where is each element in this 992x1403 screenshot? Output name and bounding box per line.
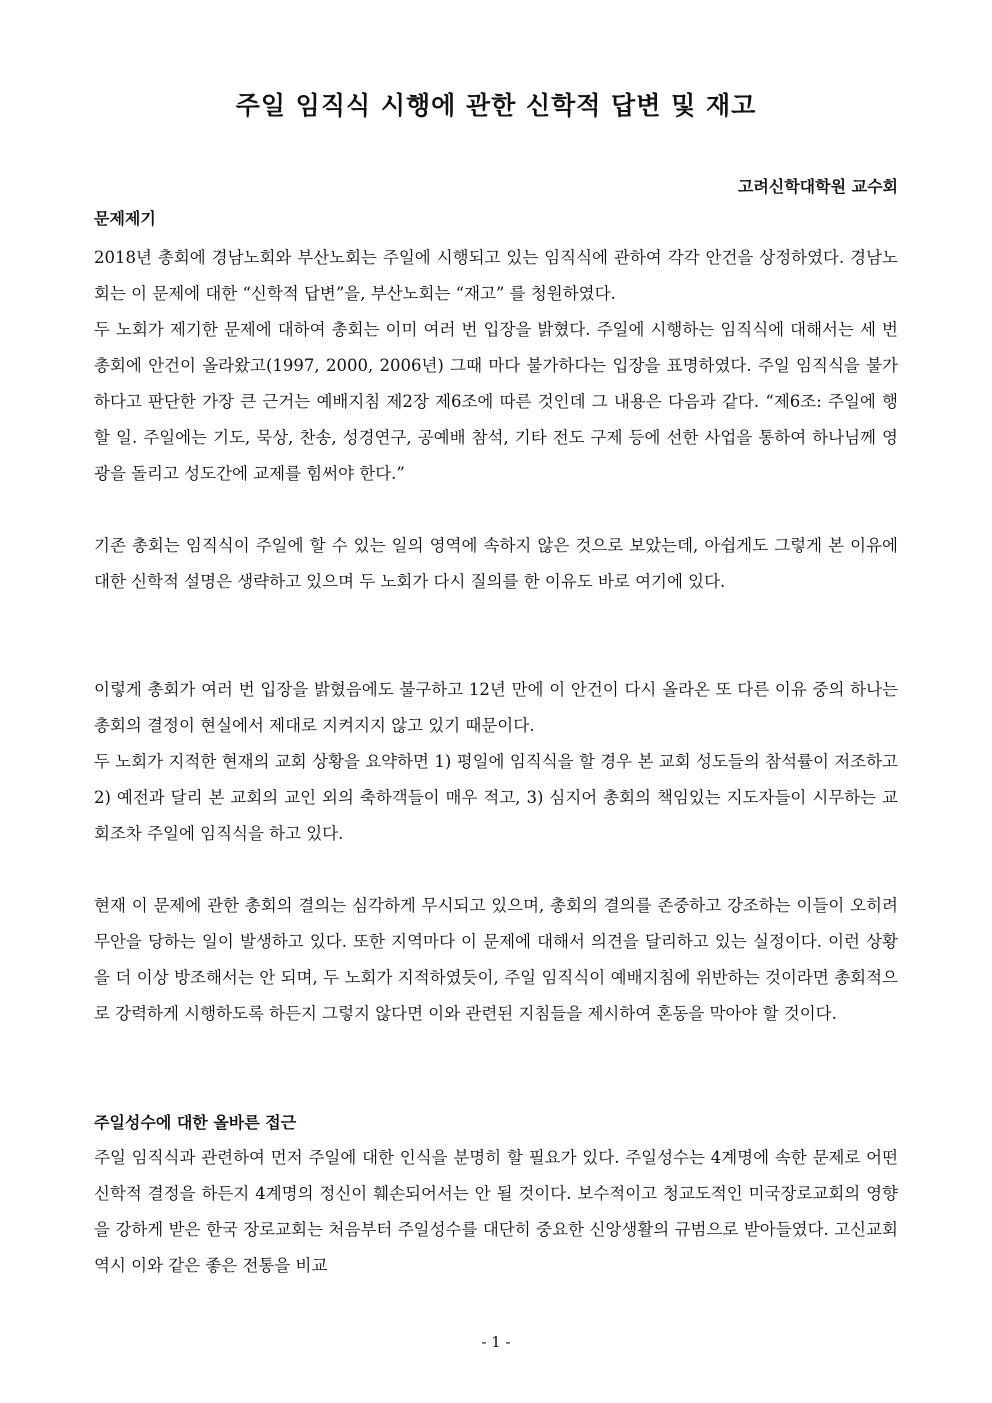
section-heading-sabbath: 주일성수에 대한 올바른 접근 bbox=[94, 1113, 297, 1132]
document-title: 주일 임직식 시행에 관한 신학적 답변 및 재고 bbox=[235, 91, 757, 120]
paragraph: 2018년 총회에 경남노회와 부산노회는 주일에 시행되고 있는 임직식에 관하여 각각 안건을 상정하였다. 경남노회는 이 문제에 대한 “신학적 답변”을, 부산노회는 “재고” 를 청원하였다. bbox=[94, 248, 898, 303]
document-author: 고려신학대학원 교수회 bbox=[737, 177, 898, 196]
paragraph: 두 노회가 제기한 문제에 대하여 총회는 이미 여러 번 입장을 밝혔다. 주일에 시행하는 임직식에 대해서는 세 번 총회에 안건이 올라왔고(1997, 2000, 2006년) 그때 마다 불가하다는 입장을 표명하였다. 주일 임직식을 불가하다고 판단한 가장 큰 근거는 예배지침 제2장 제6조에 따른 것인데 그 내용은 다음과 같다. “제6조: 주일에 행할 일. 주일에는 기도, 묵상, 찬송, 성경연구, 공예배 참석, 기타 전도 구제 등에 선한 사업을 통하여 하나님께 영광을 돌리고 성도간에 교제를 힘써야 한다.” bbox=[94, 320, 898, 483]
page-number: - 1 - bbox=[481, 1333, 511, 1351]
paragraph: 기존 총회는 임직식이 주일에 할 수 있는 일의 영역에 속하지 않은 것으로 보았는데, 아쉽게도 그렇게 본 이유에 대한 신학적 설명은 생략하고 있으며 두 노회가 다시 질의를 한 이유도 바로 여기에 있다. bbox=[94, 536, 898, 591]
paragraph: 이렇게 총회가 여러 번 입장을 밝혔음에도 불구하고 12년 만에 이 안건이 다시 올라온 또 다른 이유 중의 하나는 총회의 결정이 현실에서 제대로 지켜지지 않고 있기 때문이다. bbox=[94, 680, 898, 735]
paragraph: 두 노회가 지적한 현재의 교회 상황을 요약하면 1) 평일에 임직식을 할 경우 본 교회 성도들의 참석률이 저조하고 2) 예전과 달리 본 교회의 교인 외의 축하객들이 매우 적고, 3) 심지어 총회의 책임있는 지도자들이 시무하는 교회조차 주일에 임직식을 하고 있다. bbox=[94, 752, 898, 843]
paragraph: 현재 이 문제에 관한 총회의 결의는 심각하게 무시되고 있으며, 총회의 결의를 존중하고 강조하는 이들이 오히려 무안을 당하는 일이 발생하고 있다. 또한 지역마다 이 문제에 대해서 의견을 달리하고 있는 실정이다. 이런 상황을 더 이상 방조해서는 안 되며, 두 노회가 지적하였듯이, 주일 임직식이 예배지침에 위반하는 것이라면 총회적으로 강력하게 시행하도록 하든지 그렇지 않다면 이와 관련된 지침들을 제시하여 혼동을 막아야 할 것이다. bbox=[94, 896, 898, 1023]
section-heading-problem: 문제제기 bbox=[94, 209, 156, 228]
paragraph: 주일 임직식과 관련하여 먼저 주일에 대한 인식을 분명히 할 필요가 있다. 주일성수는 4계명에 속한 문제로 어떤 신학적 결정을 하든지 4계명의 정신이 훼손되어서는 안 될 것이다. 보수적이고 청교도적인 미국장로교회의 영향을 강하게 받은 한국 장로교회는 처음부터 주일성수를 대단히 중요한 신앙생활의 규범으로 받아들였다. 고신교회 역시 이와 같은 좋은 전통을 비교 bbox=[94, 1148, 898, 1275]
